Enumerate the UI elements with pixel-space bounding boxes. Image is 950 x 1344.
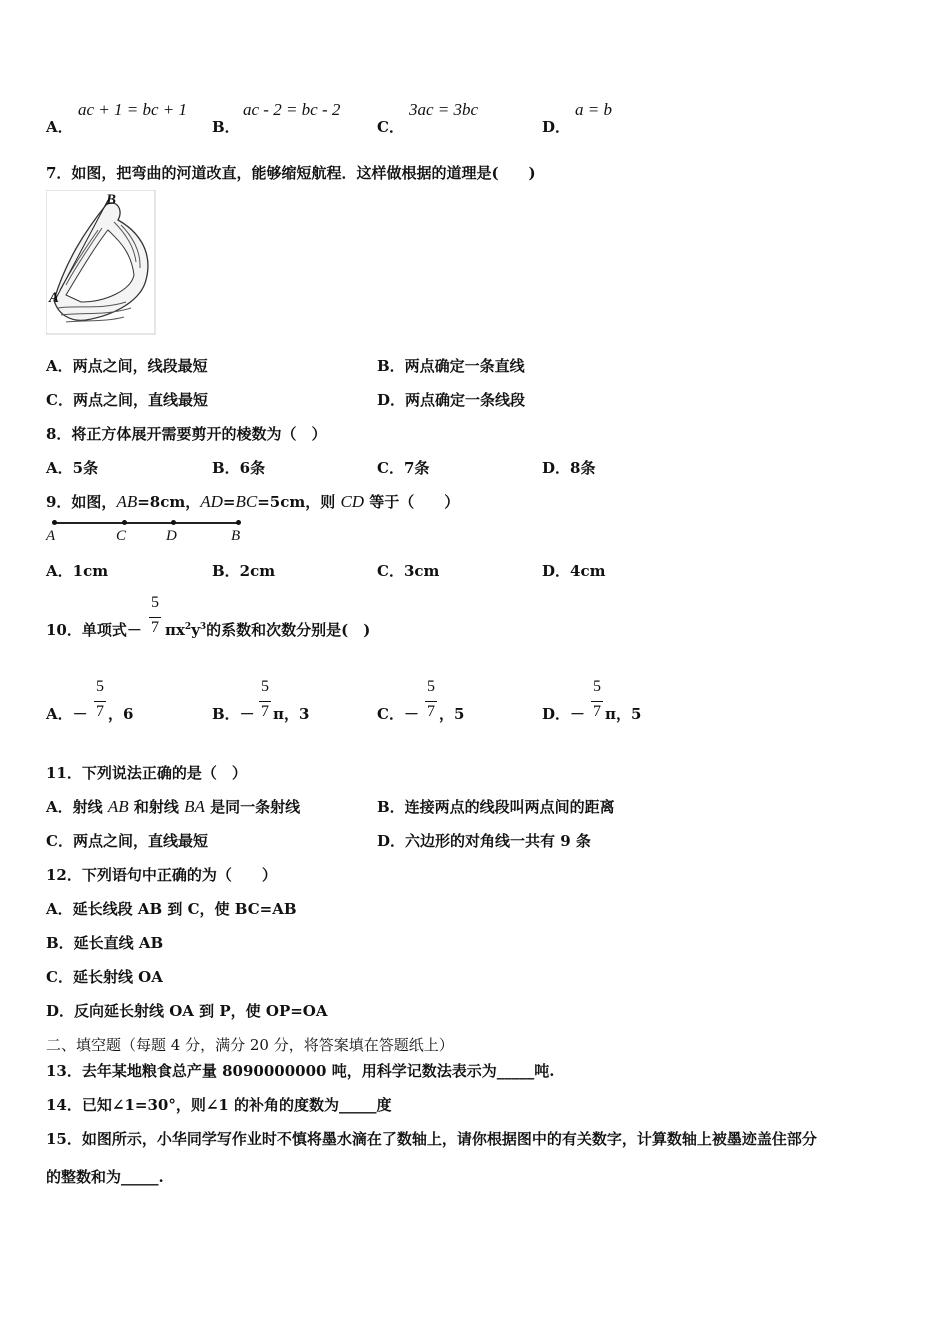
q10-exp-y: 3 xyxy=(199,622,207,632)
q8-option-c: C．7条 xyxy=(377,459,430,477)
river-drawing xyxy=(46,190,156,335)
q8-option-d: D．8条 xyxy=(542,459,596,477)
q6-option-a-letter: A． xyxy=(46,118,73,136)
q9-stem-mid2: =5cm，则 xyxy=(257,493,341,511)
q7-stem: 7．如图，把弯曲的河道改直，能够缩短航程．这样做根据的道理是( ) xyxy=(46,164,536,182)
figure-label-b: B xyxy=(106,192,117,208)
q9-ad: AD xyxy=(200,492,223,511)
q10-option-c-num: 5 xyxy=(427,678,435,695)
point-a-dot xyxy=(52,520,57,525)
q10-option-b-letter: B．－ xyxy=(212,705,255,723)
q6-option-c-letter: C． xyxy=(377,118,404,136)
q11-option-a-mid: 和射线 xyxy=(128,798,185,816)
q6-option-d-letter: D． xyxy=(542,118,571,136)
q7-option-a: A．两点之间，线段最短 xyxy=(46,357,208,375)
q6-option-a-expr: ac + 1 = bc + 1 xyxy=(78,100,188,119)
q11-stem: 11．下列说法正确的是（ ） xyxy=(46,764,247,782)
point-c-dot xyxy=(122,520,127,525)
q9-option-c: C．3cm xyxy=(377,562,440,580)
q11-option-a-ba: BA xyxy=(184,797,205,816)
q6-option-b-expr: ac - 2 = bc - 2 xyxy=(243,100,341,119)
q10-option-d-bar xyxy=(591,701,603,702)
q10-option-b-num: 5 xyxy=(261,678,269,695)
q10-prefix: 10．单项式－ xyxy=(46,621,142,639)
q11-option-a-suffix: 是同一条射线 xyxy=(204,798,301,816)
q15-text-line2: 的整数和为_____. xyxy=(46,1168,164,1186)
segment-ab-line xyxy=(54,522,238,524)
q10-option-c-bar xyxy=(425,701,437,702)
q10-numerator: 5 xyxy=(151,594,159,611)
q7-option-c: C．两点之间，直线最短 xyxy=(46,391,208,409)
q10-exp-x: 2 xyxy=(184,622,192,632)
q11-option-a xyxy=(46,796,300,817)
q9-bc: BC xyxy=(235,492,258,511)
q12-option-b: B．延长直线 AB xyxy=(46,934,164,952)
q9-option-b: B．2cm xyxy=(212,562,276,580)
q10-option-c-tail: ，5 xyxy=(439,705,465,723)
q10-option-c-letter: C．－ xyxy=(377,705,419,723)
point-d-dot xyxy=(171,520,176,525)
q11-option-d: D．六边形的对角线一共有 9 条 xyxy=(377,832,591,850)
q10-denominator: 7 xyxy=(151,619,159,636)
q10-fraction-bar xyxy=(149,617,161,618)
q11-option-b: B．连接两点的线段叫两点间的距离 xyxy=(377,798,615,816)
q8-option-b: B．6条 xyxy=(212,459,266,477)
point-c-label: C xyxy=(116,528,127,544)
q10-option-d-num: 5 xyxy=(593,678,601,695)
q15-text-line1: 15．如图所示，小华同学写作业时不慎将墨水滴在了数轴上，请你根据图中的有关数字，计算数轴上被墨迹盖住部分 xyxy=(46,1130,817,1148)
q9-option-d: D．4cm xyxy=(542,562,606,580)
q13-text: 13．去年某地粮食总产量 8090000000 吨，用科学记数法表示为_____吨. xyxy=(46,1062,555,1080)
q10-option-b-bar xyxy=(259,701,271,702)
q11-option-a-prefix: A．射线 xyxy=(46,798,108,816)
q12-option-d: D．反向延长射线 OA 到 P，使 OP=OA xyxy=(46,1002,328,1020)
q11-option-c: C．两点之间，直线最短 xyxy=(46,832,208,850)
q10-term xyxy=(165,619,370,640)
point-a-label: A xyxy=(46,528,56,544)
q10-option-a-tail: ，6 xyxy=(108,705,134,723)
q10-option-d-tail: π，5 xyxy=(605,705,642,723)
q10-option-c-den: 7 xyxy=(427,703,435,720)
section-2-heading: 二、填空题（每题 4 分，满分 20 分，将答案填在答题纸上） xyxy=(46,1036,454,1054)
q10-suffix: 的系数和次数分别是( ) xyxy=(206,621,371,639)
q9-stem-mid1: =8cm， xyxy=(137,493,201,511)
q8-stem: 8．将正方体展开需要剪开的棱数为（ ） xyxy=(46,425,327,443)
q11-option-a-ab: AB xyxy=(107,797,129,816)
q7-option-b: B．两点确定一条直线 xyxy=(377,357,525,375)
q10-option-a-num: 5 xyxy=(96,678,104,695)
q9-cd: CD xyxy=(340,492,365,511)
q9-option-a: A．1cm xyxy=(46,562,109,580)
river-figure xyxy=(46,190,156,335)
q10-term-y: y xyxy=(191,621,200,639)
q9-ab: AB xyxy=(116,492,138,511)
q7-option-d: D．两点确定一条线段 xyxy=(377,391,526,409)
q12-option-a: A．延长线段 AB 到 C，使 BC=AB xyxy=(46,900,297,918)
q9-stem xyxy=(46,491,459,512)
q9-stem-prefix: 9．如图， xyxy=(46,493,117,511)
q10-option-a-letter: A．－ xyxy=(46,705,88,723)
q10-option-a-bar xyxy=(94,701,106,702)
q10-term-pix: πx xyxy=(165,621,185,639)
q12-option-c: C．延长射线 OA xyxy=(46,968,163,986)
q10-option-b-tail: π，3 xyxy=(273,705,310,723)
q10-option-a-den: 7 xyxy=(96,703,104,720)
q8-option-a: A．5条 xyxy=(46,459,99,477)
q6-option-c-expr: 3ac = 3bc xyxy=(409,100,479,119)
q10-option-b-den: 7 xyxy=(261,703,269,720)
q6-option-b-letter: B． xyxy=(212,118,240,136)
q9-eq: = xyxy=(222,493,236,511)
q10-option-d-letter: D．－ xyxy=(542,705,586,723)
figure-label-a: A xyxy=(49,290,60,306)
q10-option-d-den: 7 xyxy=(593,703,601,720)
point-b-dot xyxy=(236,520,241,525)
q14-text: 14．已知∠1=30°，则∠1 的补角的度数为_____度 xyxy=(46,1096,392,1114)
q12-stem: 12．下列语句中正确的为（ ） xyxy=(46,866,277,884)
point-b-label: B xyxy=(231,528,241,544)
q9-stem-suffix: 等于（ ） xyxy=(364,493,460,511)
q6-option-d-expr: a = b xyxy=(575,100,612,119)
point-d-label: D xyxy=(166,528,177,544)
